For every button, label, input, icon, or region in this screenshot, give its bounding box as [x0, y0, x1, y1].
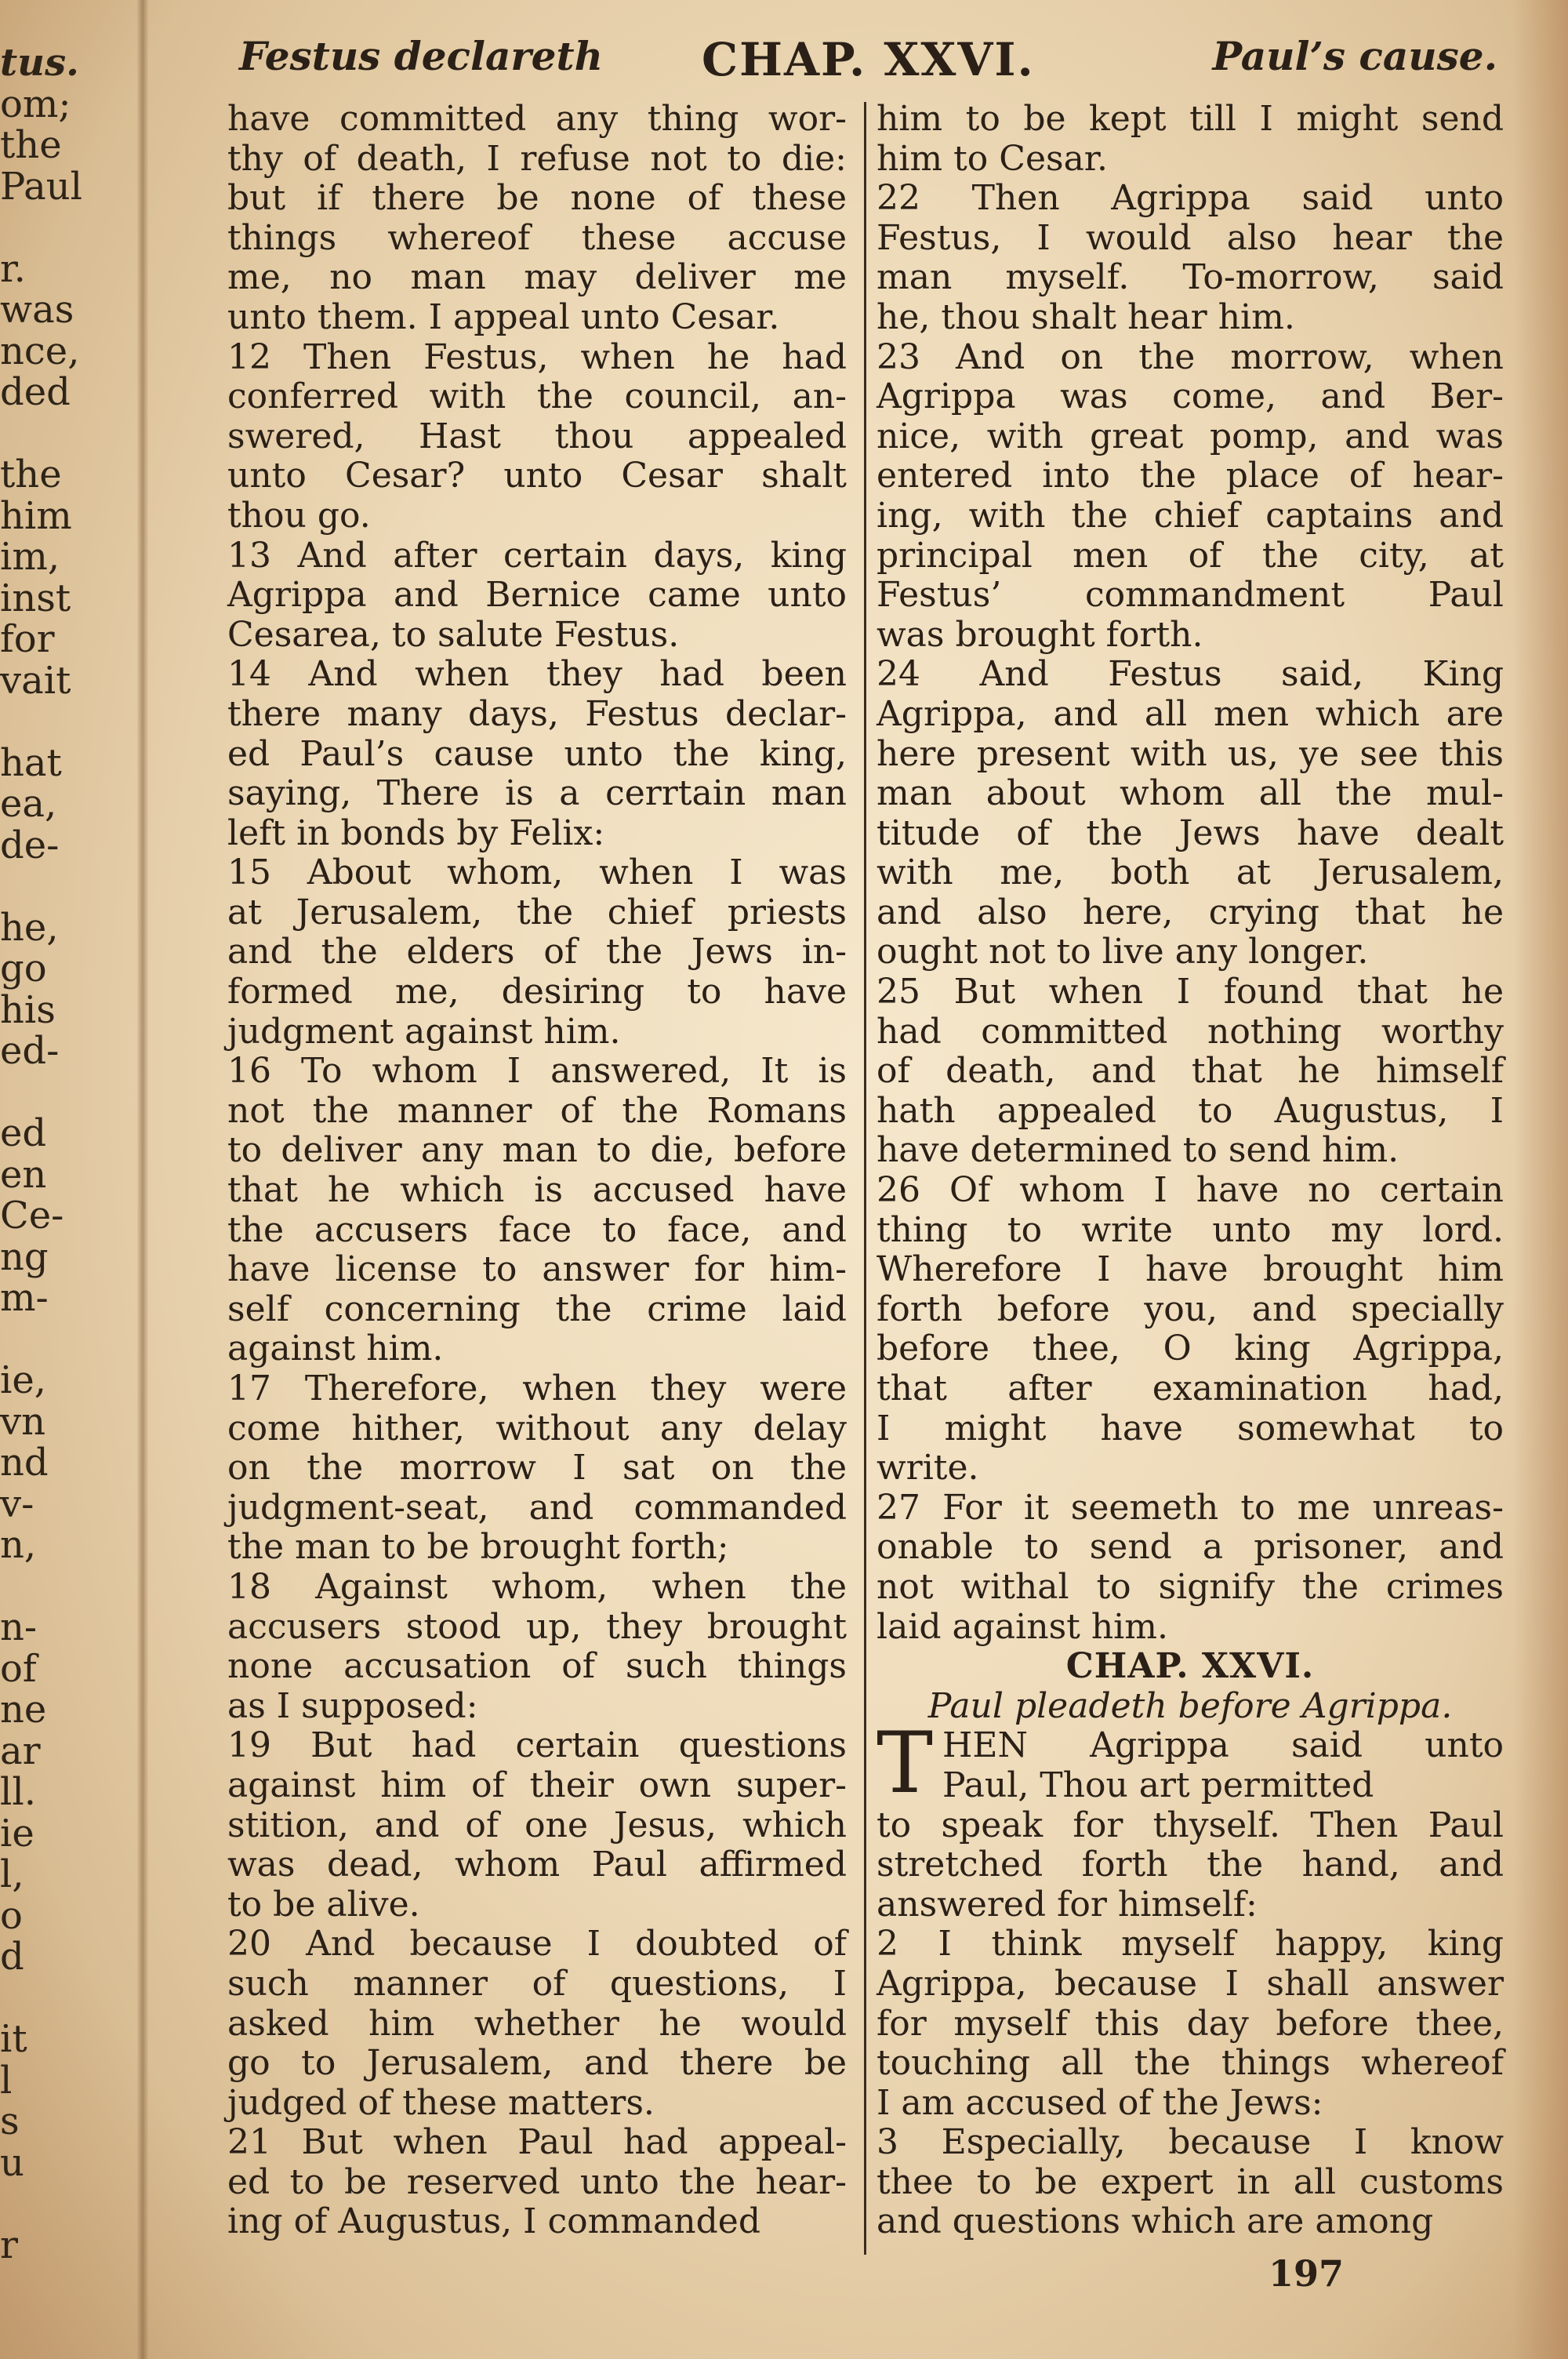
verse-line: 13 And after certain days, king — [227, 535, 847, 576]
facing-page-text-fragment: ed- — [0, 1029, 60, 1073]
header-chapter: CHAP. XXVI. — [702, 33, 1035, 86]
verse-line: him to Cesar. — [877, 138, 1108, 179]
verse-line: entered into the place of hear- — [877, 456, 1504, 496]
verse-line: hath appealed to Augustus, I — [877, 1090, 1504, 1131]
verse-line: 14 And when they had been — [227, 654, 847, 695]
verse-line: before thee, O king Agrippa, — [877, 1329, 1504, 1369]
verse-line: thou go. — [227, 495, 371, 536]
verse-line: and the elders of the Jews in- — [227, 932, 847, 972]
verse-line: with me, both at Jerusalem, — [877, 852, 1504, 893]
verse-line: asked him whether he would — [227, 2003, 847, 2044]
verse-line: Agrippa, because I shall answer — [877, 1963, 1504, 2004]
verse-line: 21 But when Paul had appeal- — [227, 2122, 847, 2163]
verse-line: touching all the things whereof — [877, 2043, 1504, 2084]
verse-line: laid against him. — [877, 1606, 1168, 1647]
verse-line: accusers stood up, they brought — [227, 1606, 847, 1647]
verse-line: judgment against him. — [227, 1011, 621, 1052]
verse-line: man myself. To-morrow, said — [877, 257, 1504, 298]
verse-line: 3 Especially, because I know — [877, 2122, 1504, 2163]
verse-line: that he which is accused have — [227, 1170, 847, 1211]
verse-line: none accusation of such things — [227, 1646, 847, 1687]
verse-line: 18 Against whom, when the — [227, 1566, 847, 1607]
facing-page-text-fragment: was — [0, 288, 74, 332]
facing-page-text-fragment: ded — [0, 370, 71, 414]
facing-page-text-fragment: l, — [0, 1852, 24, 1896]
verse-line: judged of these matters. — [227, 2082, 655, 2123]
header-right-title: Paul’s cause. — [1212, 33, 1497, 79]
verse-line: self concerning the crime laid — [227, 1289, 847, 1329]
verse-line: onable to send a prisoner, and — [877, 1527, 1504, 1568]
verse-line: Festus’ commandment Paul — [877, 575, 1504, 616]
verse-line: 17 Therefore, when they were — [227, 1369, 847, 1408]
verse-line: have license to answer for him- — [227, 1249, 847, 1290]
verse-line: the accusers face to face, and — [227, 1209, 847, 1250]
facing-page-text-fragment: d — [0, 1935, 24, 1979]
verse-line: was dead, whom Paul affirmed — [227, 1845, 847, 1885]
facing-page-text-fragment: ll. — [0, 1770, 36, 1814]
chapter-summary: Paul pleadeth before Agrippa. — [927, 1685, 1453, 1726]
chapter-opening-line: HEN Agrippa said unto — [942, 1725, 1504, 1766]
facing-page-text-fragment: ed — [0, 1111, 47, 1155]
chapter-opening-line: Paul, Thou art permitted — [942, 1765, 1374, 1805]
facing-page-text-fragment: n, — [0, 1523, 37, 1567]
verse-line: have determined to send him. — [877, 1130, 1399, 1171]
verse-line: to be alive. — [227, 1884, 420, 1925]
verse-line: on the morrow I sat on the — [227, 1448, 847, 1488]
facing-page-text-fragment: him — [0, 493, 72, 538]
verse-line: to speak for thyself. Then Paul — [877, 1805, 1504, 1845]
facing-page-text-fragment: nd — [0, 1441, 49, 1485]
verse-line: for myself this day before thee, — [877, 2003, 1504, 2044]
verse-line: principal men of the city, at — [877, 535, 1504, 576]
verse-line: Agrippa and Bernice came unto — [227, 575, 847, 616]
verse-line: 26 Of whom I have no certain — [877, 1170, 1504, 1211]
verse-line: forth before you, and specially — [877, 1289, 1504, 1329]
verse-line: 27 For it seemeth to me unreas- — [877, 1487, 1504, 1528]
facing-page-text-fragment: ie, — [0, 1358, 47, 1402]
facing-page-text-fragment: r — [0, 2223, 18, 2267]
facing-page-text-fragment: u — [0, 2140, 24, 2185]
verse-line: as I supposed: — [227, 1685, 478, 1726]
facing-page-text-fragment: ar — [0, 1728, 41, 1773]
verse-line: not withal to signify the crimes — [877, 1566, 1504, 1607]
verse-line: Festus, I would also hear the — [877, 217, 1504, 258]
verse-line: stretched forth the hand, and — [877, 1845, 1504, 1885]
verse-line: I am accused of the Jews: — [877, 2082, 1323, 2123]
facing-page-text-fragment: his — [0, 987, 56, 1032]
verse-line: Cesarea, to salute Festus. — [227, 614, 680, 655]
verse-line: 19 But had certain questions — [227, 1725, 847, 1766]
verse-line: ing, with the chief captains and — [877, 495, 1504, 536]
verse-line: but if there be none of these — [227, 178, 847, 219]
left-text-column — [227, 100, 847, 2242]
verse-line: 23 And on the morrow, when — [877, 336, 1504, 377]
facing-page-text-fragment: n- — [0, 1605, 38, 1649]
book-binding-gutter — [137, 0, 148, 2359]
verse-line: 12 Then Festus, when he had — [227, 336, 847, 377]
verse-line: come hither, without any delay — [227, 1408, 847, 1448]
facing-page-text-fragment: ie — [0, 1811, 34, 1856]
facing-page-text-fragment: the — [0, 123, 62, 167]
verse-line: thy of death, I refuse not to die: — [227, 138, 847, 179]
verse-line: things whereof these accuse — [227, 217, 847, 258]
verse-line: write. — [877, 1448, 979, 1488]
verse-line: him to be kept till I might send — [877, 99, 1504, 139]
facing-page-text-fragment: Ce- — [0, 1194, 64, 1238]
chapter-heading: CHAP. XXVI. — [1065, 1646, 1315, 1687]
running-header — [239, 33, 1497, 92]
verse-line: and questions which are among — [877, 2201, 1434, 2242]
verse-line: against him of their own super- — [227, 1765, 847, 1805]
verse-line: not the manner of the Romans — [227, 1090, 847, 1131]
facing-page-fragment — [0, 43, 86, 2317]
verse-line: me, no man may deliver me — [227, 257, 847, 298]
page-number: 197 — [1269, 2252, 1345, 2295]
verse-line: such manner of questions, I — [227, 1963, 847, 2004]
verse-line: 22 Then Agrippa said unto — [877, 178, 1504, 219]
facing-page-text-fragment: hat — [0, 740, 62, 785]
facing-page-text-fragment: tus. — [0, 43, 79, 85]
verse-line: had committed nothing worthy — [877, 1011, 1504, 1052]
drop-cap: T — [877, 1714, 934, 1813]
facing-page-text-fragment: o — [0, 1893, 23, 1938]
facing-page-text-fragment: ne — [0, 1688, 47, 1732]
facing-page-text-fragment: en — [0, 1152, 47, 1197]
facing-page-text-fragment: de- — [0, 823, 60, 867]
verse-line: ed to be reserved unto the hear- — [227, 2161, 847, 2202]
facing-page-text-fragment: v- — [0, 1481, 34, 1526]
facing-page-text-fragment: m- — [0, 1276, 49, 1320]
verse-line: Agrippa was come, and Ber- — [877, 376, 1504, 417]
facing-page-text-fragment: l — [0, 2058, 13, 2103]
verse-line: 20 And because I doubted of — [227, 1924, 847, 1965]
chapter-opening — [877, 1714, 1504, 1813]
facing-page-text-fragment: the — [0, 453, 62, 496]
verse-line: man about whom all the mul- — [877, 773, 1504, 814]
facing-page-text-fragment: vait — [0, 658, 71, 703]
verse-line: thing to write unto my lord. — [877, 1209, 1504, 1250]
verse-line: go to Jerusalem, and there be — [227, 2043, 847, 2084]
verse-line: titude of the Jews have dealt — [877, 812, 1504, 853]
facing-page-text-fragment: om; — [0, 82, 71, 126]
verse-line: have committed any thing wor- — [227, 99, 847, 139]
page-edge-shadow — [1513, 0, 1568, 2359]
verse-line: conferred with the council, an- — [227, 376, 847, 417]
verse-line: stition, and of one Jesus, which — [227, 1805, 847, 1845]
facing-page-text-fragment: of — [0, 1646, 37, 1691]
verse-line: and also here, crying that he — [877, 892, 1504, 932]
verse-line: there many days, Festus declar- — [227, 693, 847, 734]
verse-line: he, thou shalt hear him. — [877, 296, 1295, 337]
verse-line: at Jerusalem, the chief priests — [227, 892, 847, 932]
facing-page-text-fragment: im, — [0, 535, 60, 579]
verse-line: ought not to live any longer. — [877, 932, 1369, 972]
verse-line: formed me, desiring to have — [227, 972, 847, 1012]
verse-line: ing of Augustus, I commanded — [227, 2201, 760, 2242]
right-text-column — [877, 100, 1504, 2242]
column-divider — [864, 102, 866, 2255]
facing-page-text-fragment: go — [0, 947, 47, 990]
verse-line: to deliver any man to die, before — [227, 1130, 847, 1171]
facing-page-text-fragment: ng — [0, 1234, 49, 1279]
facing-page-text-fragment: for — [0, 617, 55, 661]
verse-line: left in bonds by Felix: — [227, 812, 605, 853]
verse-line: ed Paul’s cause unto the king, — [227, 733, 847, 774]
facing-page-text-fragment: nce, — [0, 329, 80, 373]
verse-line: thee to be expert in all customs — [877, 2161, 1504, 2202]
verse-line: against him. — [227, 1329, 444, 1369]
verse-line: 2 I think myself happy, king — [877, 1924, 1504, 1965]
verse-line: I might have somewhat to — [877, 1408, 1504, 1448]
verse-line: that after examination had, — [877, 1369, 1504, 1408]
verse-line: saying, There is a cerrtain man — [227, 773, 847, 814]
facing-page-text-fragment: r. — [0, 246, 26, 291]
facing-page-text-fragment: Paul — [0, 164, 83, 209]
verse-line: 25 But when I found that he — [877, 972, 1504, 1012]
verse-line: swered, Hast thou appealed — [227, 416, 847, 456]
verse-line: unto Cesar? unto Cesar shalt — [227, 456, 847, 496]
verse-line: nice, with great pomp, and was — [877, 416, 1504, 456]
verse-line: Agrippa, and all men which are — [877, 693, 1504, 734]
facing-page-text-fragment: ea, — [0, 782, 57, 826]
verse-line: the man to be brought forth; — [227, 1527, 729, 1568]
verse-line: Wherefore I have brought him — [877, 1249, 1504, 1290]
verse-line: unto them. I appeal unto Cesar. — [227, 296, 780, 337]
verse-line: 24 And Festus said, King — [877, 654, 1504, 695]
facing-page-text-fragment: it — [0, 2017, 27, 2061]
facing-page-text-fragment: he, — [0, 905, 59, 950]
verse-line: 16 To whom I answered, It is — [227, 1051, 847, 1092]
facing-page-text-fragment: inst — [0, 576, 71, 620]
verse-line: was brought forth. — [877, 614, 1203, 655]
verse-line: judgment-seat, and commanded — [227, 1487, 847, 1528]
verse-line: answered for himself: — [877, 1884, 1258, 1925]
facing-page-text-fragment: vn — [0, 1399, 46, 1444]
verse-line: of death, and that he himself — [877, 1051, 1504, 1092]
facing-page-text-fragment: s — [0, 2099, 20, 2143]
verse-line: 15 About whom, when I was — [227, 852, 847, 893]
verse-line: here present with us, ye see this — [877, 733, 1504, 774]
header-left-title: Festus declareth — [239, 33, 603, 79]
